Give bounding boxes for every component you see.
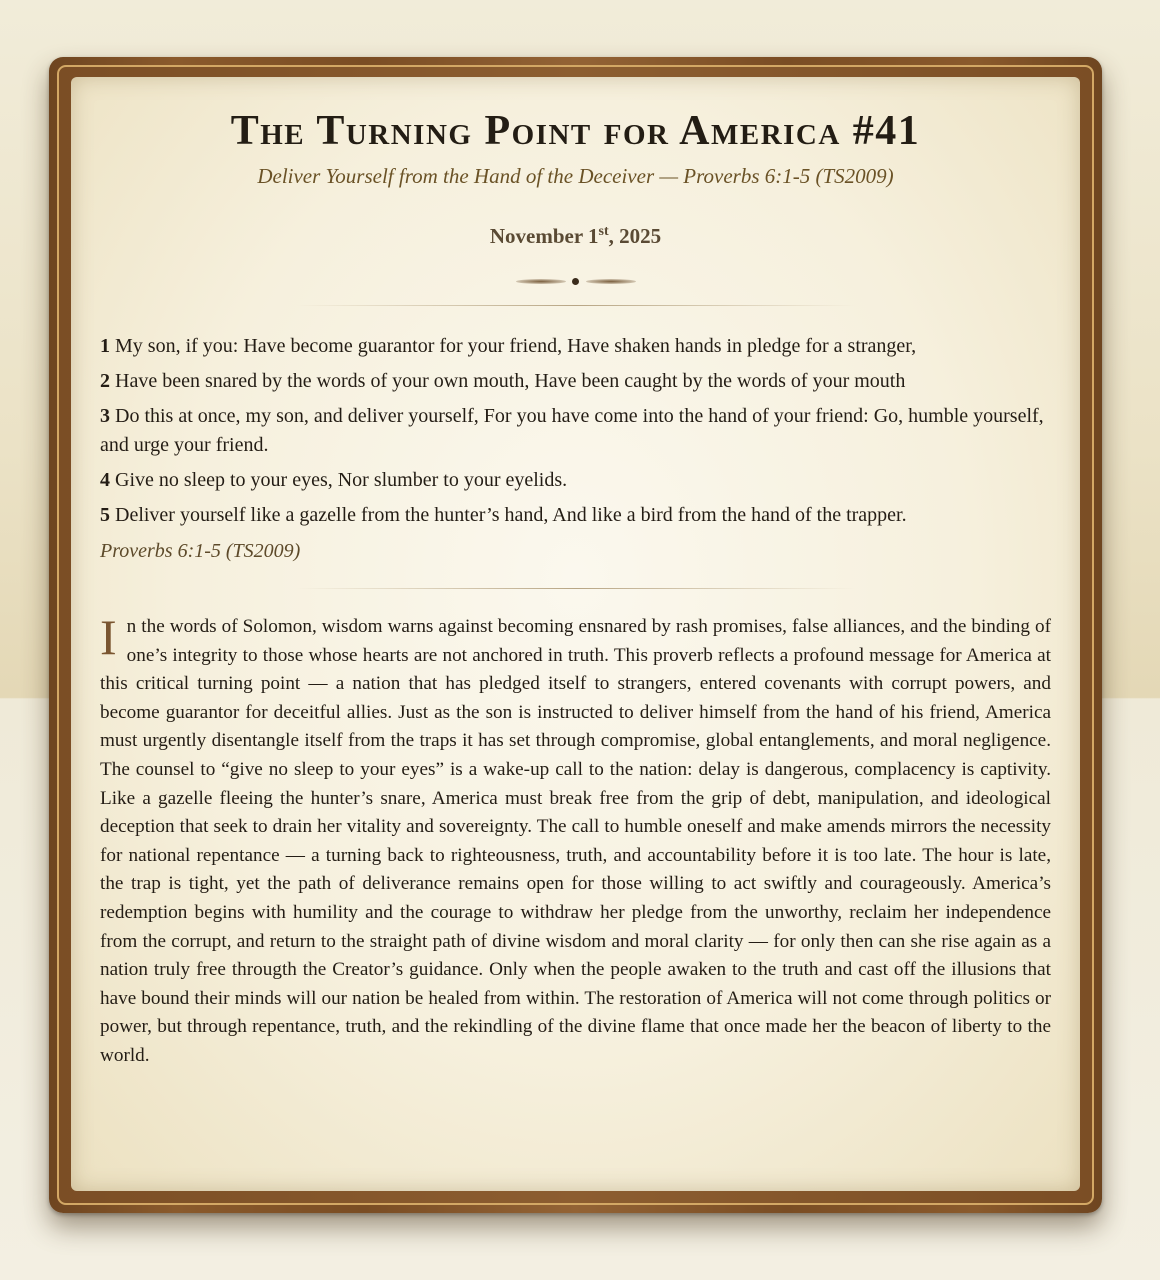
page-subtitle: Deliver Yourself from the Hand of the Deceiver — Proverbs 6:1-5 (TS2009) — [257, 164, 894, 188]
scripture-verses — [100, 332, 1051, 530]
picture-frame — [49, 57, 1102, 1213]
parchment-page — [71, 77, 1080, 1191]
date-ordinal: st — [598, 224, 609, 239]
publication-date — [100, 219, 1051, 249]
commentary-text: n the words of Solomon, wisdom warns against becoming ensnared by rash promises, false alliances, and the binding of one’s integrity to those whose hearts are not anchored in truth. This proverb reflects a profound message for America at this critical turning point — a nation that has pledged itself to strangers, entered covenants with corrupt powers, and become guarantor for deceitful allies. Just as the son is instructed to deliver himself from the hand of his friend, America must urgently disentangle itself from the traps it has set through compromise, global entanglements, and moral negligence. The counsel to “give no sleep to your eyes” is a wake-up call to the nation: delay is dangerous, complacency is captivity. Like a gazelle fleeing the hunter’s snare, America must break free from the grip of debt, manipulation, and ideological deception that seek to drain her vitality and sovereignty. The call to humble oneself and make amends mirrors the necessity for national repentance — a turning back to righteousness, truth, and accountability before it is too late. The hour is late, the trap is tight, yet the path of deliverance remains open for those willing to act swiftly and courageously. America’s redemption begins with humility and the courage to withdraw her pledge from the unworthy, reclaim her independence from the corrupt, and return to the straight path of divine wisdom and moral clarity — for only then can she rise again as a nation truly free througth the Creator’s guidance. Only when the people awaken to the truth and cast off the illusions that have bound their minds will our nation be healed from within. The restoration of America will not come through politics or power, but through repentance, truth, and the rekindling of the divine flame that once made her the beacon of liberty to the world. — [100, 616, 1051, 1066]
verse-1 — [100, 332, 1051, 361]
frame-inner-border — [57, 65, 1094, 1205]
drop-cap: I — [100, 609, 117, 665]
scripture-reference: Proverbs 6:1-5 (TS2009) — [100, 540, 301, 562]
verse-number: 3 — [100, 405, 110, 427]
verse-5 — [100, 501, 1051, 530]
page-title: The Turning Point for America #41 — [230, 108, 921, 154]
date-main: November 1 — [489, 224, 599, 248]
verse-3 — [100, 402, 1051, 460]
ornament-center-dot — [572, 278, 579, 285]
ornament-divider — [516, 275, 636, 287]
section-divider — [296, 588, 856, 589]
verse-4 — [100, 466, 1051, 495]
commentary-paragraph — [100, 609, 1051, 1071]
verse-text: Have been snared by the words of your own mouth, Have been caught by the words of your mouth — [110, 370, 906, 392]
verse-text: Give no sleep to your eyes, Nor slumber to your eyelids. — [110, 469, 568, 491]
verse-number: 4 — [100, 469, 110, 491]
verse-text: Deliver yourself like a gazelle from the hunter’s hand, And like a bird from the hand of the trapper. — [110, 504, 907, 526]
verse-number: 5 — [100, 504, 110, 526]
ornament-right-flourish — [586, 279, 636, 284]
ornament-left-flourish — [516, 279, 566, 284]
date-year: , 2025 — [608, 224, 662, 248]
verse-2 — [100, 367, 1051, 396]
verse-text: My son, if you: Have become guarantor for your friend, Have shaken hands in pledge for a stranger, — [110, 335, 917, 357]
verse-number: 1 — [100, 335, 110, 357]
verse-number: 2 — [100, 370, 110, 392]
section-divider — [296, 305, 856, 306]
verse-text: Do this at once, my son, and deliver yourself, For you have come into the hand of your friend: Go, humble yourself, and urge your friend. — [100, 405, 1044, 456]
